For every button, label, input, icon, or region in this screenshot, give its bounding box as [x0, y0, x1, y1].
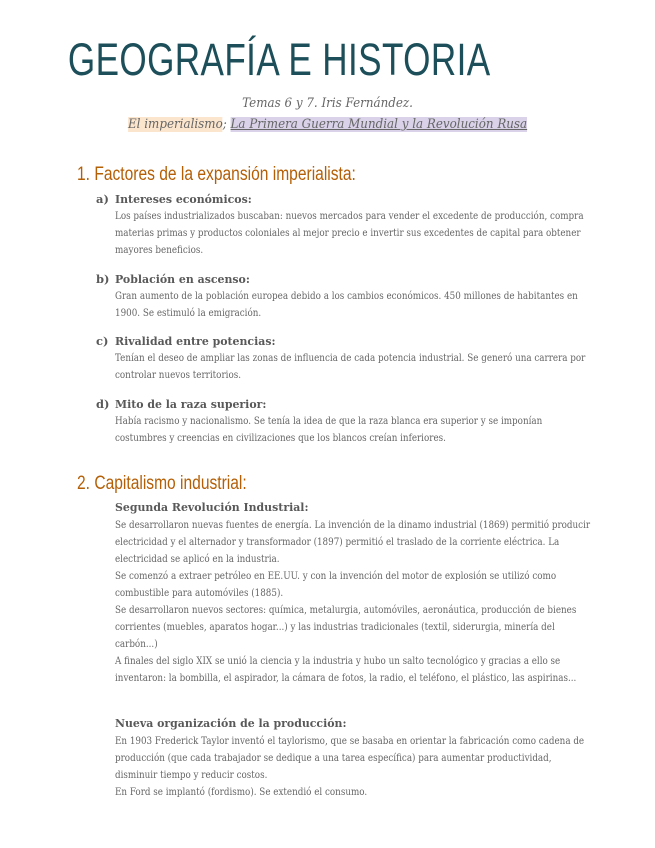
paragraph-sectores: Se desarrollaron nuevos sectores: química, metalurgia, automóviles, aeronáutica, producción de bienes corrientes (muebles, aparatos hogar...) y las industrias tradicionales (textil, siderurgia, minería del carbón...) — [115, 605, 577, 650]
block-title-nueva-organizacion: Nueva organización de la producción: — [115, 716, 347, 730]
subtitle-author: Temas 6 y 7. Iris Fernández. — [242, 96, 413, 111]
item-text-rivalidad: Tenían el deseo de ampliar las zonas de influencia de cada potencia industrial. Se generó una carrera por controlar nuevos territorios. — [115, 353, 586, 381]
paragraph-ciencia: A finales del siglo XIX se unió la ciencia y la industria y hubo un salto tecnológico y gracias a ello se inventaron: la bombilla, el aspirador, la cámara de fotos, la radio, el teléfono, el plástico, las aspirinas... — [115, 656, 577, 684]
paragraph-energia: Se desarrollaron nuevas fuentes de energía. La invención de la dinamo industrial (1869) permitió producir electricidad y el alternador y transformador (1897) permitió el traslado de la corriente eléctrica. La electricidad se aplicó en la industria. — [115, 520, 591, 565]
item-text-intereses: Los países industrializados buscaban: nuevos mercados para vender el excedente de producción, compra materias primas y productos coloniales al mejor precio e invertir sus excedentes de capital para obtener mayores beneficios. — [115, 211, 584, 256]
section-heading-capitalismo: 2. Capitalismo industrial: — [77, 473, 247, 494]
list-marker-c: c) — [96, 334, 109, 348]
item-text-mito: Había racismo y nacionalismo. Se tenía la idea de que la raza blanca era superior y se imponían costumbres y creencias en civilizaciones que los blancos creían inferiores. — [115, 416, 543, 444]
item-title-intereses: Intereses económicos: — [115, 192, 252, 206]
topic-ww1-revolution: La Primera Guerra Mundial y la Revolución Rusa — [230, 117, 528, 132]
item-title-poblacion: Población en ascenso: — [115, 272, 250, 286]
topics-line — [0, 117, 655, 132]
item-title-mito: Mito de la raza superior: — [115, 397, 267, 411]
paragraph-taylorismo: En 1903 Frederick Taylor inventó el taylorismo, que se basaba en orientar la fabricación como cadena de producción (que cada trabajador se dedique a una tarea específica) para aumentar productividad, disminuir tiempo y reducir costos. — [115, 736, 585, 781]
list-marker-b: b) — [96, 272, 110, 286]
page-title: GEOGRAFÍA E HISTORIA — [67, 34, 491, 85]
topic-imperialism: El imperialismo — [127, 117, 223, 132]
section-heading-factores: 1. Factores de la expansión imperialista: — [77, 164, 356, 185]
paragraph-petroleo: Se comenzó a extraer petróleo en EE.UU. y con la invención del motor de explosión se utilizó como combustible para automóviles (1885). — [115, 571, 557, 599]
block-title-segunda-revolucion: Segunda Revolución Industrial: — [115, 500, 309, 514]
topic-separator: ; — [222, 117, 227, 132]
list-marker-a: a) — [96, 192, 109, 206]
paragraph-fordismo: En Ford se implantó (fordismo). Se extendió el consumo. — [115, 787, 368, 798]
item-text-poblacion: Gran aumento de la población europea debido a los cambios económicos. 450 millones de habitantes en 1900. Se estimuló la emigración. — [115, 291, 578, 319]
list-marker-d: d) — [96, 397, 110, 411]
item-title-rivalidad: Rivalidad entre potencias: — [115, 334, 276, 348]
